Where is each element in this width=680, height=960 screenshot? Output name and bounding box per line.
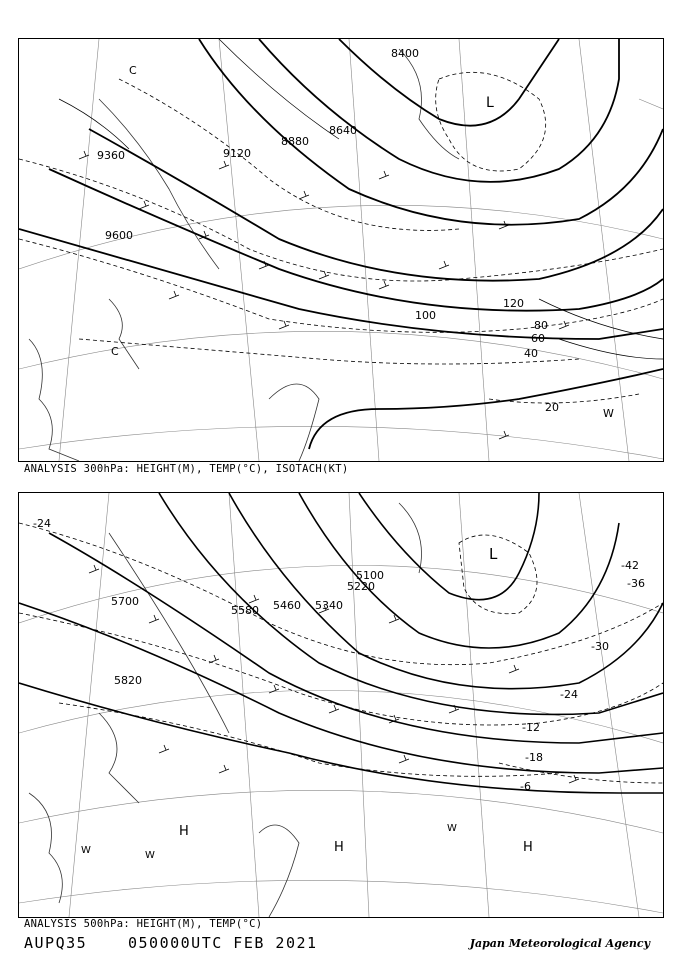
map-300hpa-canvas xyxy=(19,39,663,461)
caption-300hpa: ANALYSIS 300hPa: HEIGHT(M), TEMP(°C), ISOTACH(KT) xyxy=(24,463,349,475)
isotach-label: 60 xyxy=(531,332,545,345)
height-label: 5820 xyxy=(114,674,142,687)
isotachs xyxy=(59,39,663,359)
isotach-label: 100 xyxy=(415,309,436,322)
caption-500hpa: ANALYSIS 500hPa: HEIGHT(M), TEMP(°C) xyxy=(24,918,263,930)
temp-label: -24 xyxy=(33,517,51,530)
temp-label: -6 xyxy=(520,780,531,793)
temp-label: -36 xyxy=(627,577,645,590)
map-300hpa xyxy=(18,38,664,462)
height-label: 5340 xyxy=(315,599,343,612)
graticule xyxy=(19,39,663,461)
agency-name: Japan Meteorological Agency xyxy=(469,937,650,950)
high-center-label: H xyxy=(179,824,189,839)
height-label: 5580 xyxy=(231,604,259,617)
isotach-label: 40 xyxy=(524,347,538,360)
height-contours xyxy=(19,39,663,449)
height-label: 8400 xyxy=(391,47,419,60)
height-label: 9360 xyxy=(97,149,125,162)
temp-label: -12 xyxy=(522,721,540,734)
high-center-label: H xyxy=(523,840,533,855)
height-label: 5220 xyxy=(347,580,375,593)
height-contours xyxy=(19,493,663,793)
temp-label: -42 xyxy=(621,559,639,572)
isotherms xyxy=(19,523,663,783)
warm-center-label: W xyxy=(145,850,155,861)
cold-center-label: C xyxy=(111,345,119,358)
height-label: 9120 xyxy=(223,147,251,160)
warm-center-label: W xyxy=(81,845,91,856)
temp-label: -24 xyxy=(560,688,578,701)
valid-time: 050000UTC FEB 2021 xyxy=(128,934,318,952)
map-500hpa-canvas xyxy=(19,493,663,917)
map-500hpa xyxy=(18,492,664,918)
isotach-label: 20 xyxy=(545,401,559,414)
temp-label: -30 xyxy=(591,640,609,653)
height-label: 8640 xyxy=(329,124,357,137)
height-label: 5460 xyxy=(273,599,301,612)
warm-center-label: W xyxy=(447,823,457,834)
height-label: 5700 xyxy=(111,595,139,608)
low-center-label: L xyxy=(486,95,494,111)
isotach-label: 120 xyxy=(503,297,524,310)
wind-barbs xyxy=(79,151,569,439)
cold-center-label: C xyxy=(129,64,137,77)
height-label: 5100 xyxy=(356,569,384,582)
high-center-label: H xyxy=(334,840,344,855)
warm-center-label: W xyxy=(603,407,614,420)
chart-code: AUPQ35 xyxy=(24,934,88,952)
isotach-label: 80 xyxy=(534,319,548,332)
wind-barbs xyxy=(89,565,579,783)
temp-label: -18 xyxy=(525,751,543,764)
height-label: 8880 xyxy=(281,135,309,148)
height-label: 9600 xyxy=(105,229,133,242)
low-center-label: L xyxy=(489,545,498,563)
